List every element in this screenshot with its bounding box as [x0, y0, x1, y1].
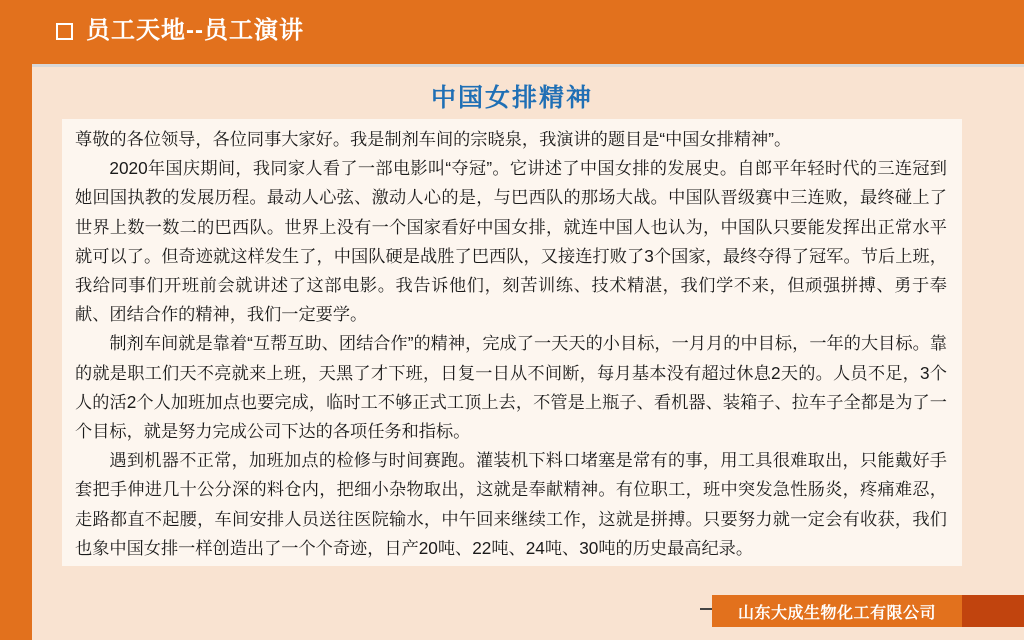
page-title: 中国女排精神 [430, 84, 593, 112]
header-title: 员工天地--员工演讲 [86, 17, 304, 44]
footer-accent-block [962, 595, 1024, 627]
speech-body-card [62, 119, 962, 566]
paragraph: 2020年国庆期间，我同家人看了一部电影叫“夺冠”。它讲述了中国女排的发展史。自郎平年轻时代的三连冠到她回国执教的发展历程。最动人心弦、激动人心的是，与巴西队的那场大战。中国队晋级赛中三连败，最终碰上了世界上数一数二的巴西队。世界上没有一个国家看好中国女排，就连中国人也认为，中国队只要能发挥出正常水平就可以了。但奇迹就这样发生了，中国队硬是战胜了巴西队，又接连打败了3个国家，最终夺得了冠军。节后上班，我给同事们开班前会就讲述了这部电影。我告诉他们，刻苦训练、技术精湛，我们学不来，但顽强拼搏、勇于奉献、团结合作的精神，我们一定要学。 [75, 158, 947, 325]
paragraph: 遇到机器不正常，加班加点的检修与时间赛跑。灌装机下料口堵塞是常有的事，用工具很难取出，只能戴好手套把手伸进几十公分深的料仓内，把细小杂物取出，这就是奉献精神。有位职工，班中突发急性肠炎，疼痛难忍，走路都直不起腰，车间安排人员送往医院输水，中午回来继续工作，这就是拼搏。只要努力就一定会有收获，我们也象中国女排一样创造出了一个个奇迹，日产20吨、22吨、24吨、30吨的历史最高纪录。 [75, 450, 947, 558]
footer-company-name: 山东大成生物化工有限公司 [737, 605, 936, 622]
header-content [56, 18, 304, 44]
square-outline-icon [56, 23, 73, 40]
paragraph: 尊敬的各位领导，各位同事大家好。我是制剂车间的宗晓泉，我演讲的题目是“中国女排精神”。 [75, 129, 792, 149]
paragraph: 制剂车间就是靠着“互帮互助、团结合作”的精神，完成了一天天的小目标，一月月的中目标，一年的大目标。靠的就是职工们天不亮就来上班，天黑了才下班，日复一日从不间断，每月基本没有超过休息2天的。人员不足，3个人的活2个人加班加点也要完成，临时工不够正式工顶上去，不管是上瓶子、看机器、装箱子、拉车子全都是为了一个目标，就是努力完成公司下达的各项任务和指标。 [75, 333, 947, 442]
speech-body-text [75, 125, 947, 563]
header-divider [32, 64, 1024, 67]
